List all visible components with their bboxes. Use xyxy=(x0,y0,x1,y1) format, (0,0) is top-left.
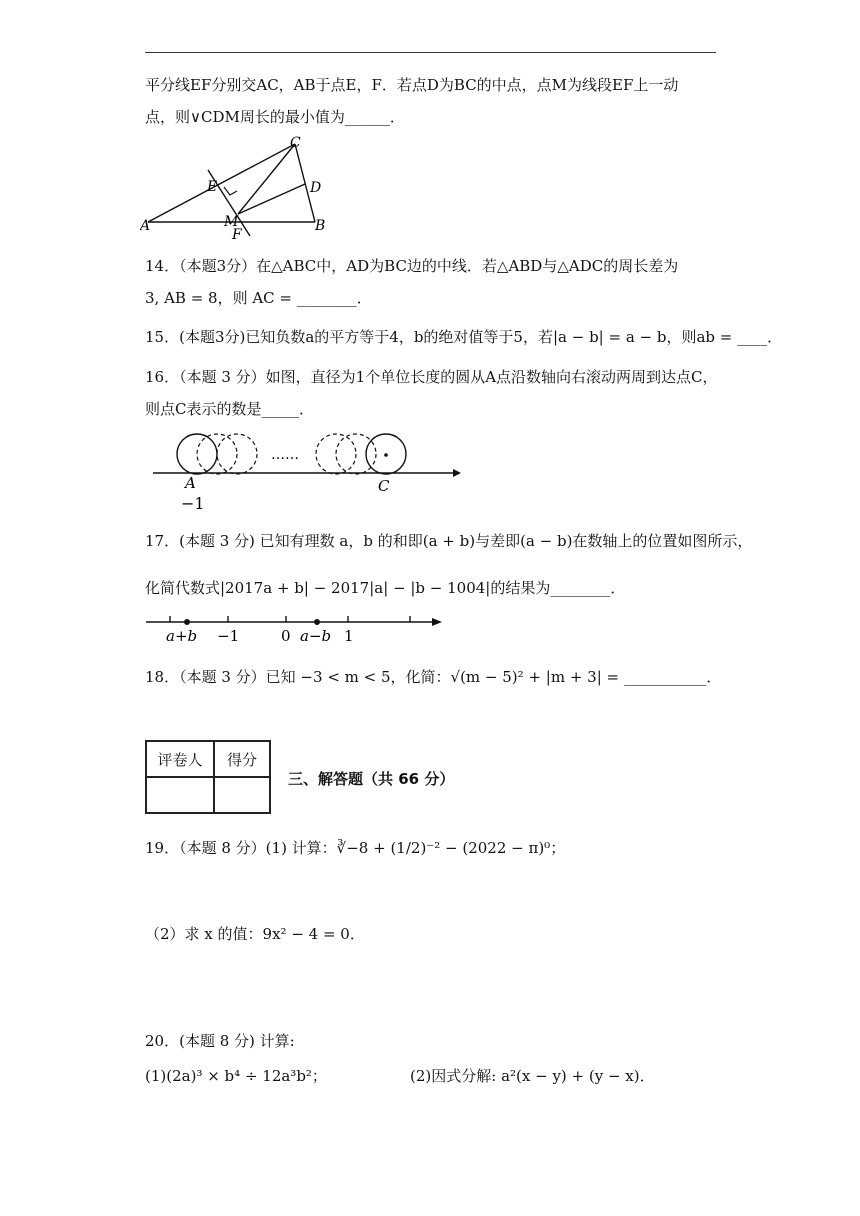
label-a: A xyxy=(185,474,196,492)
section-title: 三、解答题（共 66 分） xyxy=(288,770,455,788)
q17-line1: 17．(本题 3 分) 已知有理数 a，b 的和即(a + b)与差即(a − b)在数轴上的位置如图所示， xyxy=(145,532,753,550)
label-one: 1 xyxy=(344,627,354,645)
q13-line2: 点，则∨CDM周长的最小值为______． xyxy=(145,108,405,126)
score-cell xyxy=(214,777,270,813)
label-f: F xyxy=(232,227,242,243)
label-a: A xyxy=(140,218,151,234)
q16-line1: 16．（本题 3 分）如图，直径为1个单位长度的圆从A点沿数轴向右滚动两周到达点C， xyxy=(145,368,718,386)
header-rule xyxy=(145,52,716,53)
q13-line1: 平分线EF分别交AC，AB于点E，F．若点D为BC的中点，点M为线段EF上一动 xyxy=(145,76,679,94)
label-e: E xyxy=(207,179,218,195)
label-c: C xyxy=(378,477,390,495)
reviewer-cell xyxy=(146,777,214,813)
q17-line2: 化简代数式|2017a + b| − 2017|a| − |b − 1004|的结果为________． xyxy=(145,579,626,597)
q19-line2: （2）求 x 的值：9x² − 4 = 0． xyxy=(145,925,365,943)
label-c: C xyxy=(290,135,301,151)
label-sum: a+b xyxy=(166,627,198,645)
q13-triangle-figure xyxy=(140,134,340,244)
label-d: D xyxy=(310,180,322,196)
label-minus-one: −1 xyxy=(217,627,240,645)
q14-line2: 3, AB = 8，则 AC = ________． xyxy=(145,289,372,307)
q16-line2: 则点C表示的数是_____． xyxy=(145,400,314,418)
label-zero: 0 xyxy=(281,627,291,645)
label-minus-one: −1 xyxy=(181,494,205,513)
q20-line1: 20．(本题 8 分) 计算: xyxy=(145,1032,295,1050)
grader-table xyxy=(145,740,271,814)
q20-part2: (2)因式分解: a²(x − y) + (y − x)． xyxy=(410,1067,655,1085)
q18-line1: 18．（本题 3 分）已知 −3 < m < 5，化简：√(m − 5)² + |m + 3| = ___________． xyxy=(145,668,722,686)
reviewer-header: 评卷人 xyxy=(146,741,214,777)
label-m: M xyxy=(224,214,239,230)
q19-line1: 19．（本题 8 分）(1) 计算：∛−8 + (1/2)⁻² − (2022 − π)⁰； xyxy=(145,839,566,857)
q16-rolling-circle-figure xyxy=(145,425,465,513)
label-diff: a−b xyxy=(300,627,332,645)
q14-line1: 14．（本题3分）在△ABC中，AD为BC边的中线．若△ABD与△ADC的周长差为 xyxy=(145,257,679,275)
q15-line1: 15．(本题3分)已知负数a的平方等于4，b的绝对值等于5，若|a − b| = a − b，则ab = ____． xyxy=(145,328,783,346)
q17-number-line-figure xyxy=(140,610,450,646)
score-header: 得分 xyxy=(214,741,270,777)
q20-part1: (1)(2a)³ × b⁴ ÷ 12a³b²； xyxy=(145,1067,327,1085)
dots: …… xyxy=(271,447,299,463)
label-b: B xyxy=(315,218,326,234)
